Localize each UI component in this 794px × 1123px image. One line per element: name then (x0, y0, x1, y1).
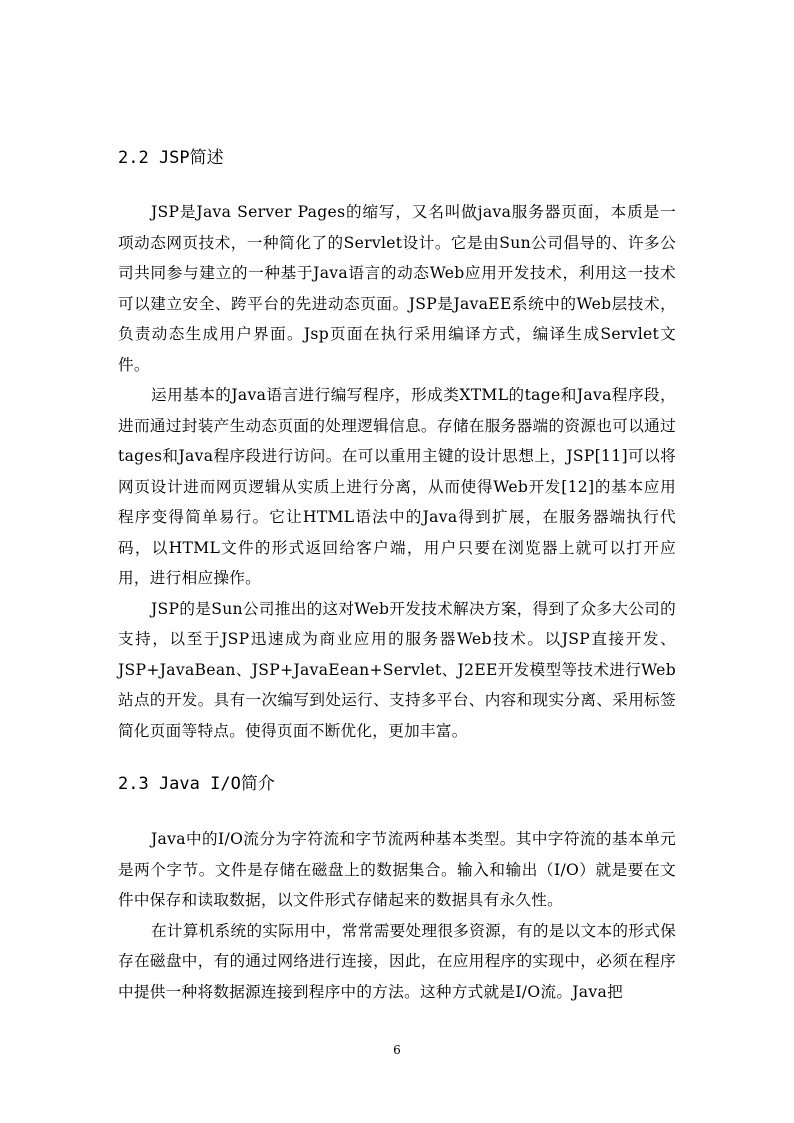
section-heading-jsp: 2.2 JSP简述 (118, 148, 224, 168)
paragraph: JSP是Java Server Pages的缩写，又名叫做java服务器页面，本质是一项动态网页技术，一种简化了的Servlet设计。它是由Sun公司倡导的、许多公司共同参与建立的一种基于Java语言的动态Web应用开发技术，利用这一技术可以建立安全、跨平台的先进动态页面。JSP是JavaEE系统中的Web层技术，负责动态生成用户界面。Jsp页面在执行采用编译方式，编译生成Servlet文件。 (118, 203, 676, 374)
paragraph: 在计算机系统的实际用中，常常需要处理很多资源，有的是以文本的形式保存在磁盘中，有的通过网络进行连接，因此，在应用程序的实现中，必须在程序中提供一种将数据源连接到程序中的方法。这种方式就是I/O流。Java把 (118, 921, 676, 1001)
paragraph: 运用基本的Java语言进行编写程序，形成类XTML的tage和Java程序段，进而通过封装产生动态页面的处理逻辑信息。存储在服务器端的资源也可以通过tages和Java程序段进行访问。在可以重用主键的设计思想上，JSP[11]可以将网页设计进而网页逻辑从实质上进行分离，从而使得Web开发[12]的基本应用程序变得简单易行。它让HTML语法中的Java得到扩展，在服务器端执行代码，以HTML文件的形式返回给客户端，用户只要在浏览器上就可以打开应用，进行相应操作。 (118, 386, 676, 587)
section-heading-java-io: 2.3 Java I/O简介 (118, 774, 275, 794)
section-body-jsp (118, 197, 676, 746)
page-number: 6 (393, 1043, 401, 1057)
paragraph: Java中的I/O流分为字符流和字节流两种基本类型。其中字符流的基本单元是两个字节。文件是存储在磁盘上的数据集合。输入和输出（I/O）就是要在文件中保存和读取数据，以文件形式存储起来的数据具有永久性。 (118, 830, 676, 909)
section-body-java-io (118, 824, 676, 1007)
paragraph: JSP的是Sun公司推出的这对Web开发技术解决方案，得到了众多大公司的支持，以至于JSP迅速成为商业应用的服务器Web技术。以JSP直接开发、JSP+JavaBean、JSP+JavaEean+Servlet、J2EE开发模型等技术进行Web站点的开发。具有一次编写到处运行、支持多平台、内容和现实分离、采用标签简化页面等特点。使得页面不断优化，更加丰富。 (118, 599, 676, 740)
